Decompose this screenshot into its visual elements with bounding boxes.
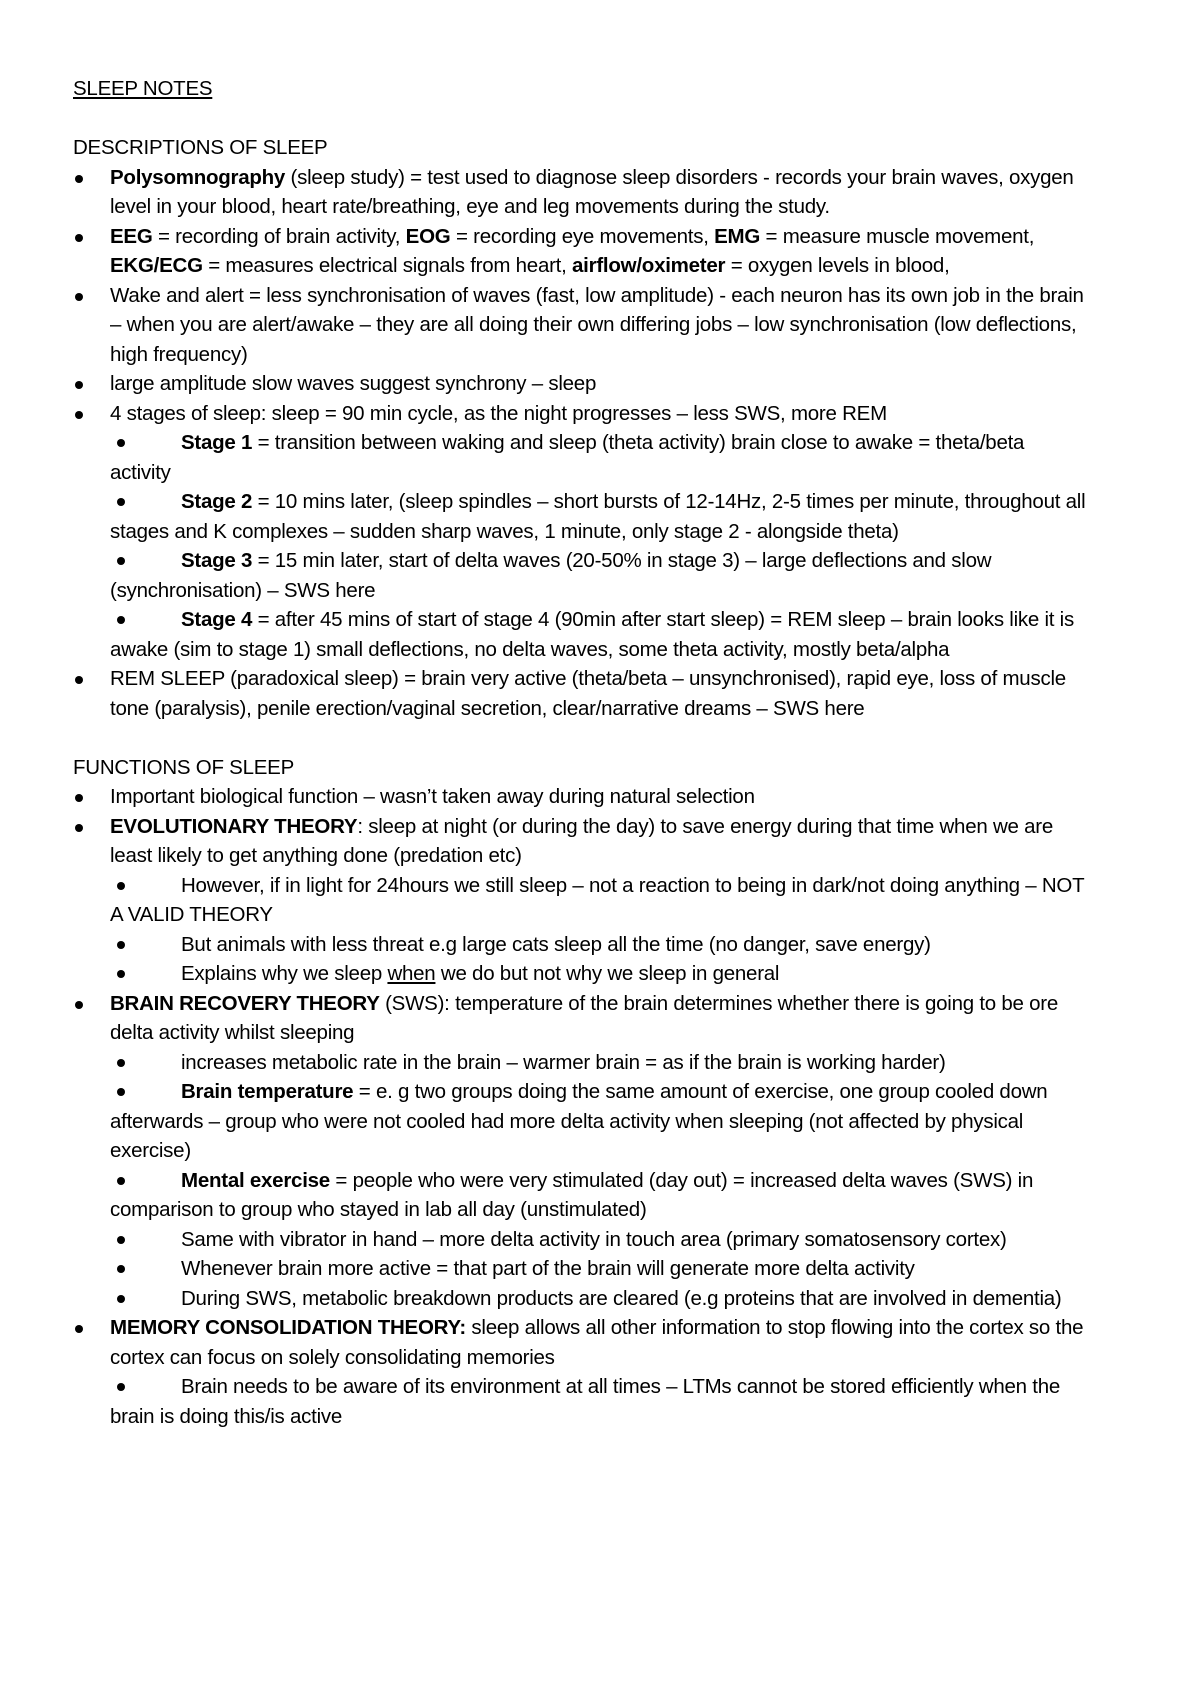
bullet-icon <box>117 941 125 949</box>
bullet-icon <box>117 1265 125 1273</box>
item-text: = recording eye movements, <box>450 224 715 248</box>
item-text: large amplitude slow waves suggest synchrony – sleep <box>110 372 597 395</box>
bullet-icon <box>117 1088 125 1096</box>
bullet-icon <box>75 411 83 419</box>
bullet-icon <box>117 970 125 978</box>
item-text: = after 45 mins of start of stage 4 (90min after start sleep) = REM sleep – brain looks like it is awake (sim to stage 1) small deflections, no delta waves, some theta activity, mostly beta/alpha <box>110 608 1074 661</box>
sub-list-item <box>110 1048 1090 1078</box>
bullet-icon <box>75 234 83 242</box>
list-item <box>73 281 1090 370</box>
item-text: REM SLEEP (paradoxical sleep) = brain very active (theta/beta – unsynchronised), rapid eye, loss of muscle tone (paralysis), penile erection/vaginal secretion, clear/narrative dreams – SWS here <box>110 667 1066 720</box>
stage-label: Stage 1 <box>181 431 253 454</box>
term-eeg: EEG <box>110 224 153 248</box>
descriptions-list <box>73 163 1090 724</box>
item-text: Wake and alert = less synchronisation of waves (fast, low amplitude) - each neuron has its own job in the brain – when you are alert/awake – they are all doing their own differing jobs – low synchronisation (low deflections, high frequency) <box>110 283 1084 366</box>
term-brain-temperature: Brain temperature <box>181 1080 354 1103</box>
item-text: : sleep at night (or during the day) to save energy during that time when we are least likely to get anything done (predation etc) <box>110 814 1053 867</box>
bullet-icon <box>117 557 125 565</box>
item-text: sleep allows all other information to stop flowing into the cortex so the cortex can focus on solely consolidating memories <box>110 1316 1084 1369</box>
item-text: However, if in light for 24hours we still sleep – not a reaction to being in dark/not doing anything – NOT A VALID THEORY <box>110 873 1084 926</box>
stage-label: Stage 2 <box>181 490 253 513</box>
term-brain-recovery-theory: BRAIN RECOVERY THEORY <box>110 991 380 1015</box>
bullet-icon <box>117 1295 125 1303</box>
bullet-icon <box>75 1001 83 1009</box>
bullet-icon <box>75 381 83 389</box>
item-text: increases metabolic rate in the brain – warmer brain = as if the brain is working harder) <box>181 1050 946 1074</box>
item-text: = 15 min later, start of delta waves (20-50% in stage 3) – large deflections and slow (synchronisation) – SWS here <box>110 549 992 602</box>
sub-list-item <box>110 1225 1090 1255</box>
bullet-icon <box>117 1059 125 1067</box>
stage-label: Stage 4 <box>181 608 253 631</box>
item-text: But animals with less threat e.g large cats sleep all the time (no danger, save energy) <box>181 932 931 956</box>
item-text: (SWS): temperature of the brain determines whether there is going to be ore delta activity whilst sleeping <box>110 991 1058 1044</box>
item-text: Important biological function – wasn’t taken away during natural selection <box>110 785 755 808</box>
bullet-icon <box>117 882 125 890</box>
list-item <box>73 989 1090 1314</box>
item-text: = transition between waking and sleep (theta activity) brain close to awake = theta/beta activity <box>110 431 1025 484</box>
item-text: = recording of brain activity, <box>152 224 406 248</box>
item-text: we do but not why we sleep in general <box>435 962 780 985</box>
term-mental-exercise: Mental exercise <box>181 1168 330 1192</box>
item-text: = e. g two groups doing the same amount of exercise, one group cooled down afterwards – group who were not cooled had more delta activity when sleeping (not affected by physical exercise) <box>110 1080 1048 1162</box>
list-item <box>73 812 1090 989</box>
section-heading-descriptions: DESCRIPTIONS OF SLEEP <box>73 136 328 159</box>
sub-list-item <box>110 1254 1090 1284</box>
section-heading-functions: FUNCTIONS OF SLEEP <box>73 755 295 779</box>
sub-list-item <box>110 546 1090 605</box>
list-item <box>73 664 1090 723</box>
term-evolutionary-theory: EVOLUTIONARY THEORY <box>110 814 358 838</box>
brain-recovery-sublist <box>110 1048 1090 1314</box>
item-text: Same with vibrator in hand – more delta activity in touch area (primary somatosensory cortex) <box>181 1227 1007 1251</box>
bullet-icon <box>75 1325 83 1333</box>
bullet-icon <box>117 616 125 624</box>
bullet-icon <box>117 1177 125 1185</box>
term-emg: EMG <box>714 224 761 248</box>
list-item <box>73 1313 1090 1431</box>
list-item <box>73 222 1090 281</box>
sub-list-item <box>110 1077 1090 1166</box>
item-text: 4 stages of sleep: sleep = 90 min cycle, as the night progresses – less SWS, more REM <box>110 401 887 425</box>
item-text: = oxygen levels in blood, <box>725 254 950 277</box>
memory-sublist <box>110 1372 1090 1431</box>
page-title: SLEEP NOTES <box>73 77 213 100</box>
bullet-icon <box>117 439 125 447</box>
bullet-icon <box>117 1383 125 1391</box>
list-item <box>73 369 1090 399</box>
list-item <box>73 163 1090 222</box>
term-ekg: EKG/ECG <box>110 254 203 277</box>
item-text: = people who were very stimulated (day out) = increased delta waves (SWS) in comparison to group who stayed in lab all day (unstimulated) <box>110 1168 1034 1221</box>
list-item <box>73 399 1090 665</box>
term-memory-consolidation-theory: MEMORY CONSOLIDATION THEORY: <box>110 1316 466 1339</box>
term-eog: EOG <box>405 224 451 248</box>
bullet-icon <box>75 676 83 684</box>
underlined-word: when <box>387 962 436 985</box>
bullet-icon <box>75 824 83 832</box>
bullet-icon <box>75 794 83 802</box>
bullet-icon <box>75 175 83 183</box>
item-text: Explains why we sleep <box>181 962 388 985</box>
stage-label: Stage 3 <box>181 549 253 572</box>
functions-list <box>73 782 1090 1431</box>
list-item <box>73 782 1090 812</box>
sub-list-item <box>110 871 1090 930</box>
sub-list-item <box>110 605 1090 664</box>
bullet-icon <box>75 293 83 301</box>
sub-list-item <box>110 487 1090 546</box>
item-text: = measures electrical signals from heart, <box>202 254 573 277</box>
item-text: = 10 mins later, (sleep spindles – short bursts of 12-14Hz, 2-5 times per minute, throughout all stages and K complexes – sudden sharp waves, 1 minute, only stage 2 - alongside theta) <box>110 490 1086 543</box>
item-text: = measure muscle movement, <box>760 224 1035 248</box>
sub-list-item <box>110 959 1090 989</box>
term-airflow: airflow/oximeter <box>572 254 726 277</box>
sub-list-item <box>110 1372 1090 1431</box>
sub-list-item <box>110 1166 1090 1225</box>
stages-list <box>110 428 1090 664</box>
item-text: Whenever brain more active = that part of the brain will generate more delta activity <box>181 1257 915 1280</box>
sub-list-item <box>110 930 1090 960</box>
term-polysomnography: Polysomnography <box>110 165 286 189</box>
item-text: During SWS, metabolic breakdown products are cleared (e.g proteins that are involved in dementia) <box>181 1286 1062 1310</box>
sub-list-item <box>110 1284 1090 1314</box>
bullet-icon <box>117 498 125 506</box>
bullet-icon <box>117 1236 125 1244</box>
item-text: Brain needs to be aware of its environment at all times – LTMs cannot be stored efficiently when the brain is doing this/is active <box>110 1375 1061 1428</box>
evolutionary-sublist <box>110 871 1090 989</box>
item-text: (sleep study) = test used to diagnose sleep disorders - records your brain waves, oxygen level in your blood, heart rate/breathing, eye and leg movements during the study. <box>110 165 1074 218</box>
sub-list-item <box>110 428 1090 487</box>
